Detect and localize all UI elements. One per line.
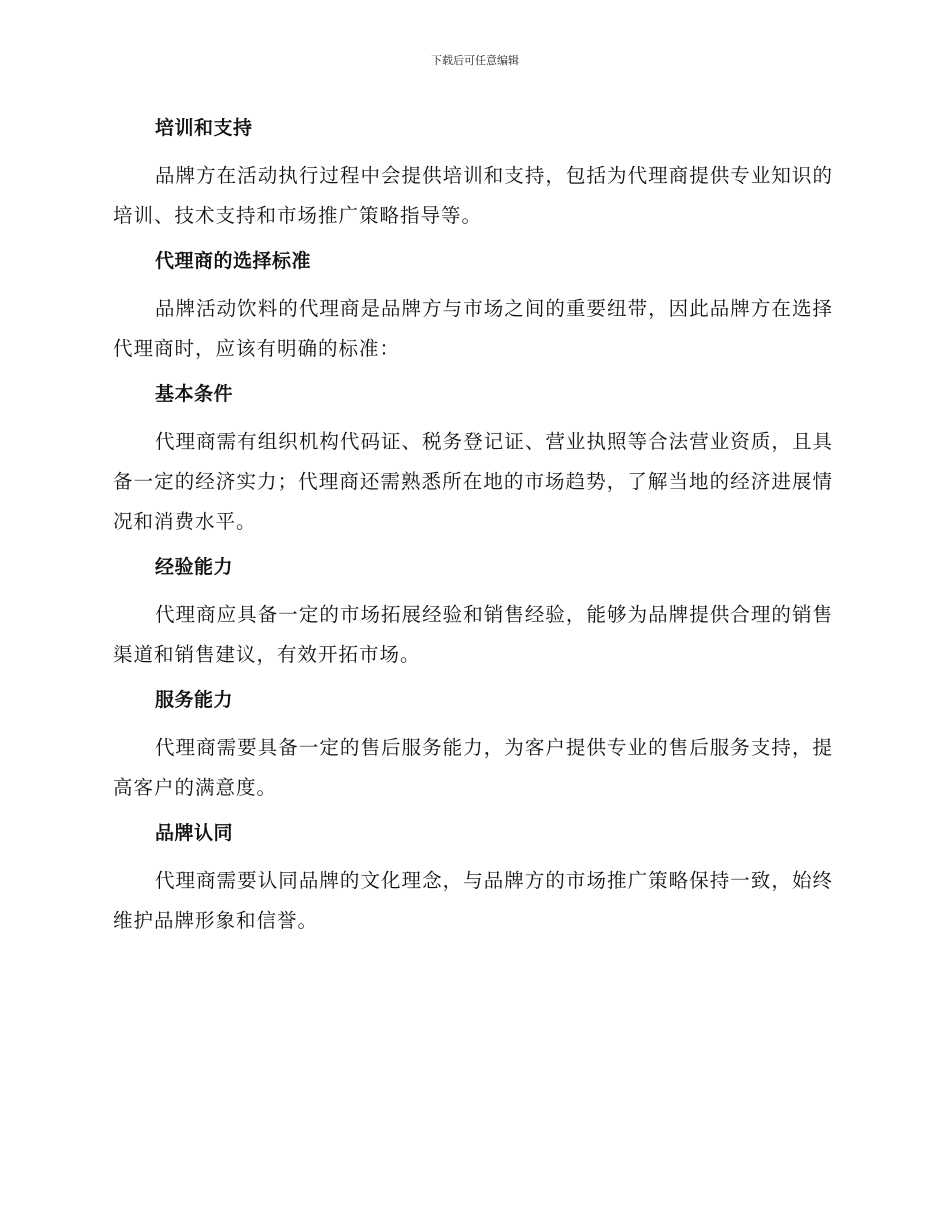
section-heading-selection-criteria: 代理商的选择标准 [155, 250, 312, 272]
section-heading-service: 服务能力 [155, 689, 234, 711]
section-paragraph-training: 品牌方在活动执行过程中会提供培训和支持，包括为代理商提供专业知识的培训、技术支持和市场推广策略指导等。 [113, 164, 833, 227]
page-header: 下载后可任意编辑 [431, 54, 519, 67]
section-heading-training: 培训和支持 [155, 117, 253, 139]
section-heading-experience: 经验能力 [155, 556, 234, 578]
section-paragraph-service: 代理商需要具备一定的售后服务能力，为客户提供专业的售后服务支持，提高客户的满意度。 [113, 736, 833, 799]
section-paragraph-basic-conditions: 代理商需有组织机构代码证、税务登记证、营业执照等合法营业资质，且具备一定的经济实力；代理商还需熟悉所在地的市场趋势，了解当地的经济进展情况和消费水平。 [113, 430, 833, 533]
section-heading-brand-identity: 品牌认同 [155, 822, 234, 844]
section-heading-basic-conditions: 基本条件 [155, 383, 234, 405]
section-paragraph-selection-criteria: 品牌活动饮料的代理商是品牌方与市场之间的重要纽带，因此品牌方在选择代理商时，应该有明确的标准： [113, 297, 833, 360]
section-paragraph-experience: 代理商应具备一定的市场拓展经验和销售经验，能够为品牌提供合理的销售渠道和销售建议，有效开拓市场。 [113, 603, 833, 666]
section-paragraph-brand-identity: 代理商需要认同品牌的文化理念，与品牌方的市场推广策略保持一致，始终维护品牌形象和信誉。 [113, 869, 833, 932]
document-body [113, 110, 833, 941]
